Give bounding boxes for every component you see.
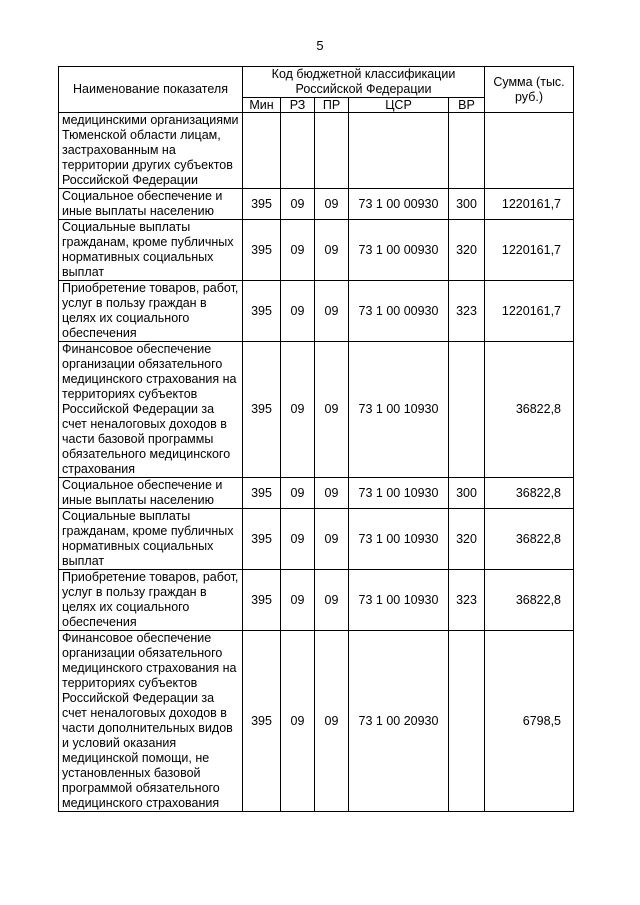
cell-csr: 73 1 00 10930: [349, 478, 449, 509]
cell-vr: 323: [449, 570, 485, 631]
cell-pr: 09: [315, 509, 349, 570]
cell-min: 395: [243, 189, 281, 220]
cell-vr: [449, 631, 485, 812]
table-row: [59, 570, 574, 631]
cell-pr: 09: [315, 342, 349, 478]
cell-csr: 73 1 00 10930: [349, 342, 449, 478]
cell-csr: [349, 113, 449, 189]
cell-pr: 09: [315, 281, 349, 342]
table-row: [59, 631, 574, 812]
header-sum: Сумма (тыс. руб.): [485, 67, 574, 113]
cell-sum: 1220161,7: [485, 189, 574, 220]
header-csr: ЦСР: [349, 98, 449, 113]
cell-sum: 6798,5: [485, 631, 574, 812]
header-code-group: Код бюджетной классификации Российской Федерации: [243, 67, 485, 98]
header-pr: ПР: [315, 98, 349, 113]
cell-vr: 320: [449, 220, 485, 281]
cell-name: Социальное обеспечение и иные выплаты населению: [59, 478, 243, 509]
cell-pr: [315, 113, 349, 189]
cell-name: Социальные выплаты гражданам, кроме публичных нормативных социальных выплат: [59, 220, 243, 281]
page-number: 5: [316, 38, 324, 53]
cell-csr: 73 1 00 00930: [349, 189, 449, 220]
cell-name: Финансовое обеспечение организации обязательного медицинского страхования на территориях субъектов Российской Федерации за счет неналоговых доходов в части базовой программы обязательного медицинского страхования: [59, 342, 243, 478]
cell-sum: 1220161,7: [485, 220, 574, 281]
cell-rz: 09: [281, 509, 315, 570]
table-row: [59, 189, 574, 220]
cell-vr: [449, 113, 485, 189]
header-rz: РЗ: [281, 98, 315, 113]
cell-min: 395: [243, 509, 281, 570]
table-row: [59, 478, 574, 509]
cell-name: медицинскими организациями Тюменской области лицам, застрахованным на территории других субъектов Российской Федерации: [59, 113, 243, 189]
budget-table: [58, 66, 574, 812]
cell-rz: 09: [281, 478, 315, 509]
cell-pr: 09: [315, 189, 349, 220]
cell-vr: 300: [449, 189, 485, 220]
cell-rz: 09: [281, 281, 315, 342]
cell-rz: 09: [281, 631, 315, 812]
table-row: [59, 509, 574, 570]
cell-csr: 73 1 00 10930: [349, 570, 449, 631]
cell-rz: 09: [281, 220, 315, 281]
cell-min: 395: [243, 342, 281, 478]
cell-rz: 09: [281, 189, 315, 220]
cell-sum: 36822,8: [485, 570, 574, 631]
cell-min: 395: [243, 631, 281, 812]
cell-name: Финансовое обеспечение организации обязательного медицинского страхования на территориях субъектов Российской Федерации за счет неналоговых доходов в части дополнительных видов и условий оказания медицинской помощи, не установленных базовой программой обязательного медицинского страхования: [59, 631, 243, 812]
cell-min: 395: [243, 220, 281, 281]
cell-vr: [449, 342, 485, 478]
cell-pr: 09: [315, 478, 349, 509]
table-row: [59, 220, 574, 281]
cell-vr: 323: [449, 281, 485, 342]
cell-pr: 09: [315, 570, 349, 631]
cell-csr: 73 1 00 00930: [349, 220, 449, 281]
header-vr: ВР: [449, 98, 485, 113]
cell-pr: 09: [315, 220, 349, 281]
header-name: Наименование показателя: [59, 67, 243, 113]
cell-pr: 09: [315, 631, 349, 812]
header-min: Мин: [243, 98, 281, 113]
cell-rz: [281, 113, 315, 189]
cell-rz: 09: [281, 570, 315, 631]
cell-csr: 73 1 00 20930: [349, 631, 449, 812]
cell-name: Социальное обеспечение и иные выплаты населению: [59, 189, 243, 220]
cell-min: 395: [243, 478, 281, 509]
cell-sum: 36822,8: [485, 509, 574, 570]
cell-csr: 73 1 00 10930: [349, 509, 449, 570]
cell-vr: 320: [449, 509, 485, 570]
cell-name: Социальные выплаты гражданам, кроме публичных нормативных социальных выплат: [59, 509, 243, 570]
table-row: [59, 113, 574, 189]
cell-sum: 1220161,7: [485, 281, 574, 342]
cell-rz: 09: [281, 342, 315, 478]
cell-sum: 36822,8: [485, 342, 574, 478]
cell-sum: 36822,8: [485, 478, 574, 509]
table-row: [59, 342, 574, 478]
table-row: [59, 281, 574, 342]
cell-min: [243, 113, 281, 189]
cell-min: 395: [243, 570, 281, 631]
cell-vr: 300: [449, 478, 485, 509]
cell-csr: 73 1 00 00930: [349, 281, 449, 342]
cell-name: Приобретение товаров, работ, услуг в пользу граждан в целях их социального обеспечения: [59, 570, 243, 631]
cell-min: 395: [243, 281, 281, 342]
cell-sum: [485, 113, 574, 189]
cell-name: Приобретение товаров, работ, услуг в пользу граждан в целях их социального обеспечения: [59, 281, 243, 342]
